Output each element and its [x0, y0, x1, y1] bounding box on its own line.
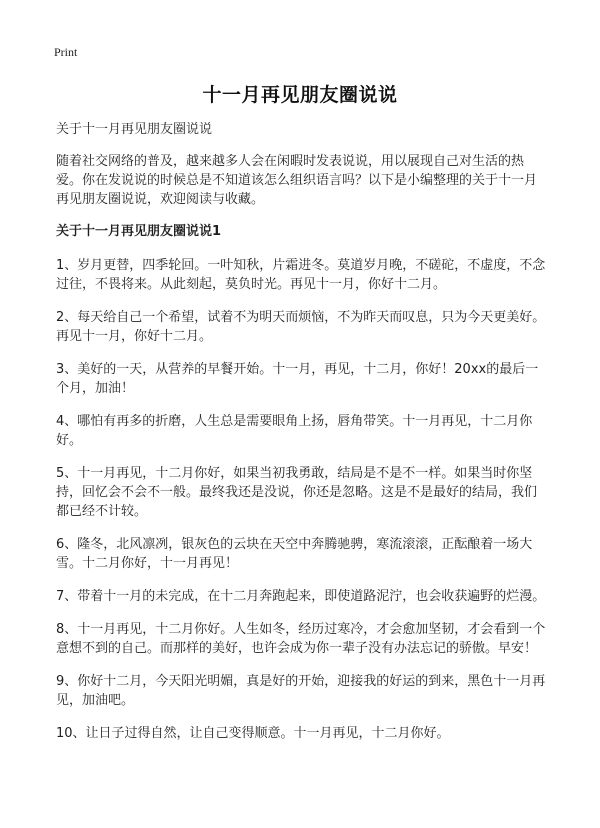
article-subtitle: 关于十一月再见朋友圈说说: [56, 122, 213, 137]
list-item: 4、哪怕有再多的折磨，人生总是需要眼角上扬，唇角带笑。十一月再见，十二月你好。: [56, 414, 533, 448]
list-item: 6、隆冬，北风凛冽，银灰色的云块在天空中奔腾驰骋，寒流滚滚，正酝酿着一场大雪。十二月你好，十一月再见！: [56, 537, 533, 571]
list-item: 1、岁月更替，四季轮回。一叶知秋，片霜进冬。莫道岁月晚，不磋砣，不虚度，不念过往，不畏将来。从此刻起，莫负时光。再见十一月，你好十二月。: [56, 258, 546, 292]
section-heading: 关于十一月再见朋友圈说说1: [56, 224, 222, 239]
list-item: 8、十一月再见，十二月你好。人生如冬，经历过寒冷，才会愈加坚韧，才会看到一个意想不到的自己。而那样的美好，也许会成为你一辈子没有办法忘记的骄傲。早安！: [56, 622, 546, 656]
list-item: 3、美好的一天，从营养的早餐开始。十一月，再见，十二月，你好！20xx的最后一个月，加油！: [56, 362, 539, 396]
page-title: 十一月再见朋友圈说说: [202, 84, 398, 106]
print-link[interactable]: Print: [54, 45, 78, 59]
article-body: [56, 120, 546, 757]
intro-paragraph: 随着社交网络的普及，越来越多人会在闲暇时发表说说，用以展现自己对生活的热爱。你在发说说的时候总是不知道该怎么组织语言吗？以下是小编整理的关于十一月再见朋友圈说说，欢迎阅读与收藏。: [56, 154, 538, 207]
list-item: 10、让日子过得自然，让自己变得顺意。十一月再见，十二月你好。: [56, 726, 450, 741]
list-item: 5、十一月再见，十二月你好，如果当初我勇敢，结局是不是不一样。如果当时你坚持，回忆会不会不一般。最终我还是没说，你还是忽略。这是不是最好的结局，我们都已经不计较。: [56, 466, 538, 519]
list-item: 9、你好十二月，今天阳光明媚，真是好的开始，迎接我的好运的到来，黑色十一月再见，加油吧。: [56, 674, 546, 708]
list-item: 2、每天给自己一个希望，试着不为明天而烦恼，不为昨天而叹息，只为今天更美好。再见十一月，你好十二月。: [56, 310, 546, 344]
list-item: 7、带着十一月的未完成，在十二月奔跑起来，即使道路泥泞，也会收获遍野的烂漫。: [56, 589, 546, 604]
